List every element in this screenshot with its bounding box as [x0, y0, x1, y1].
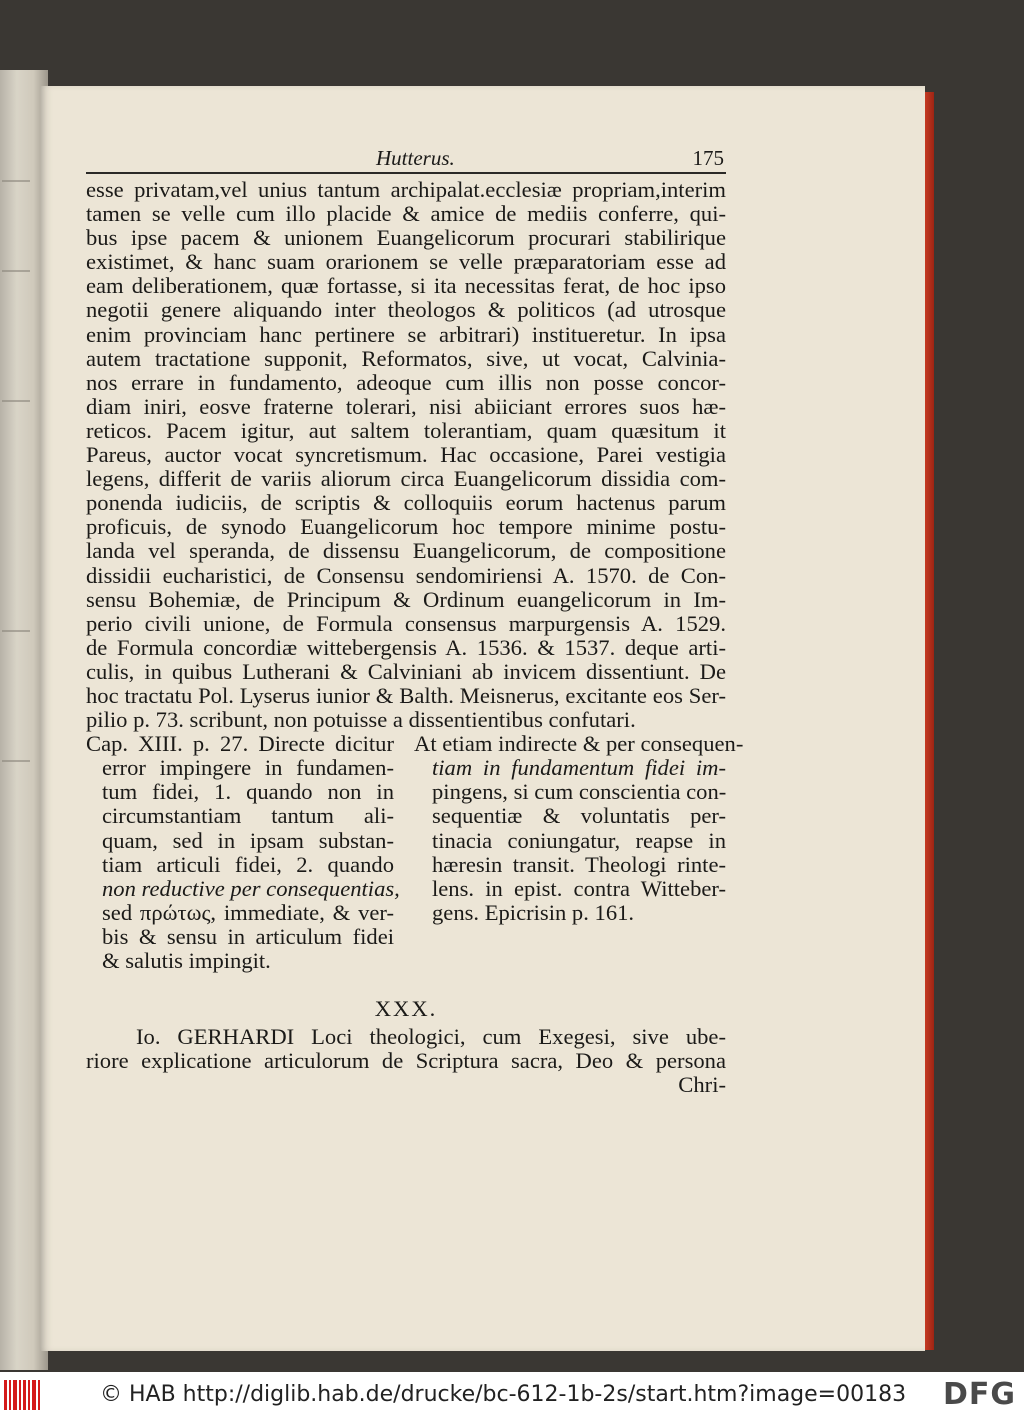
text-line: dissidii eucharistici, de Consensu sendomiriensi A. 1570. de Con- [86, 562, 726, 588]
text-line: eam deliberationem, quæ fortasse, si ita necessitas ferat, de hoc ipso [86, 273, 726, 299]
text-line: landa vel speranda, de dissensu Euangelicorum, de compositione [86, 538, 726, 564]
text-line: circumstantiam tantum ali- [102, 803, 394, 829]
text-line: culis, in quibus Lutherani & Calviniani ab invicem dissentiunt. De [86, 658, 726, 684]
footer-bar [0, 1372, 1024, 1417]
text-line: nos errare in fundamento, adeoque cum illis non posse concor- [86, 369, 726, 395]
text-line: pingens, si cum conscientia con- [432, 779, 727, 805]
text-line: bis & sensu in articulum fidei [102, 923, 394, 949]
text-line: perio civili unione, de Formula consensus marpurgensis A. 1529. [86, 610, 726, 636]
section-number: XXX. [374, 996, 438, 1022]
text-line: hoc tractatu Pol. Lyserus iunior & Balth. Meisnerus, excitante eos Ser- [86, 682, 726, 708]
text-line: At etiam indirecte & per consequen- [414, 731, 744, 757]
text-line: reticos. Pacem igitur, aut saltem tolerantiam, quam quæsitum it [86, 417, 726, 443]
text-line: negotii genere aliquando inter theologos & politicos (ad utrosque [86, 297, 726, 323]
text-line: hæresin transit. Theologi rinte- [432, 851, 726, 877]
text-line: sensu Bohemiæ, de Principum & Ordinum euangelicorum in Im- [86, 586, 726, 612]
dfg-logo: DFG [942, 1377, 1016, 1412]
text-line: existimet, & hanc suam orarionem se velle præparatoriam esse ad [86, 249, 726, 275]
text-line: tamen se velle cum illo placide & amice de mediis conferre, qui- [86, 201, 726, 227]
gerhard-paragraph [86, 1025, 726, 1073]
previous-page-text-fragment [2, 400, 30, 402]
text-line: sed πρώτως, immediate, & ver- [102, 899, 394, 925]
red-page-edge [925, 92, 934, 1350]
text-line: & salutis impingit. [102, 948, 271, 973]
page-text-block [86, 142, 744, 1098]
text-line: pilio p. 73. scribunt, non potuisse a dissentientibus confutari. [86, 707, 636, 733]
text-line: tinacia coniungatur, reapse in [432, 827, 726, 853]
page-number: 175 [692, 146, 724, 170]
copyright-url[interactable]: © HAB http://diglib.hab.de/drucke/bc-612-1b-2s/start.htm?image=00183 [100, 1382, 907, 1407]
text-line: tiam in fundamentum fidei im- [432, 755, 726, 781]
text-line: legens, differit de variis aliorum circa Euangelicorum dissidia com- [86, 466, 726, 492]
previous-page-text-fragment [2, 630, 30, 632]
text-line: quam, sed in ipsam substan- [102, 827, 394, 853]
text-line: tum fidei, 1. quando non in [102, 779, 394, 805]
text-line: autem tractatione supponit, Reformatos, sive, ut vocat, Calvinia- [86, 345, 726, 371]
text-line: Io. GERHARDI Loci theologici, cum Exegesi, sive ube- [136, 1024, 726, 1050]
text-line: de Formula concordiæ wittebergensis A. 1536. & 1537. deque arti- [86, 634, 726, 660]
text-line: riore explicatione articulorum de Scriptura sacra, Deo & persona [86, 1048, 726, 1074]
barcode-icon [4, 1380, 44, 1410]
main-paragraph [86, 178, 726, 732]
previous-page-text-fragment [2, 270, 30, 272]
text-line: ponenda iudiciis, de scriptis & colloquiis eorum hactenus parum [86, 490, 726, 516]
running-head: Hutterus. [376, 146, 455, 170]
catchword: Chri- [678, 1072, 726, 1098]
text-line: bus ipse pacem & unionem Euangelicorum procurari stabilirique [86, 225, 726, 251]
text-line: proficuis, de synodo Euangelicorum hoc tempore minime postu- [86, 514, 726, 540]
text-line: gens. Epicrisin p. 161. [432, 899, 635, 925]
left-column [86, 732, 400, 973]
two-column-notes [86, 731, 744, 973]
text-line: tiam articuli fidei, 2. quando [102, 851, 394, 877]
text-line: non reductive per consequentias, [102, 875, 400, 901]
previous-page-text-fragment [2, 180, 30, 182]
text-line: lens. in epist. contra Witteber- [432, 875, 726, 901]
text-line: error impingere in fundamen- [102, 755, 394, 781]
text-line: Pareus, auctor vocat syncretismum. Hac occasione, Parei vestigia [86, 442, 726, 468]
text-line: enim provinciam hanc pertinere se arbitrari) institueretur. In ipsa [86, 321, 726, 347]
text-line: Cap. XIII. p. 27. Directe dicitur [86, 731, 394, 757]
text-line: esse privatam,vel unius tantum archipalat.ecclesiæ propriam,interim [86, 177, 726, 202]
right-column [412, 731, 744, 973]
page-header [86, 142, 726, 174]
previous-page-text-fragment [2, 760, 30, 762]
text-line: sequentiæ & voluntatis per- [432, 803, 726, 829]
text-line: diam iniri, eosve fraterne tolerari, nisi abiiciant errores suos hæ- [86, 393, 726, 419]
